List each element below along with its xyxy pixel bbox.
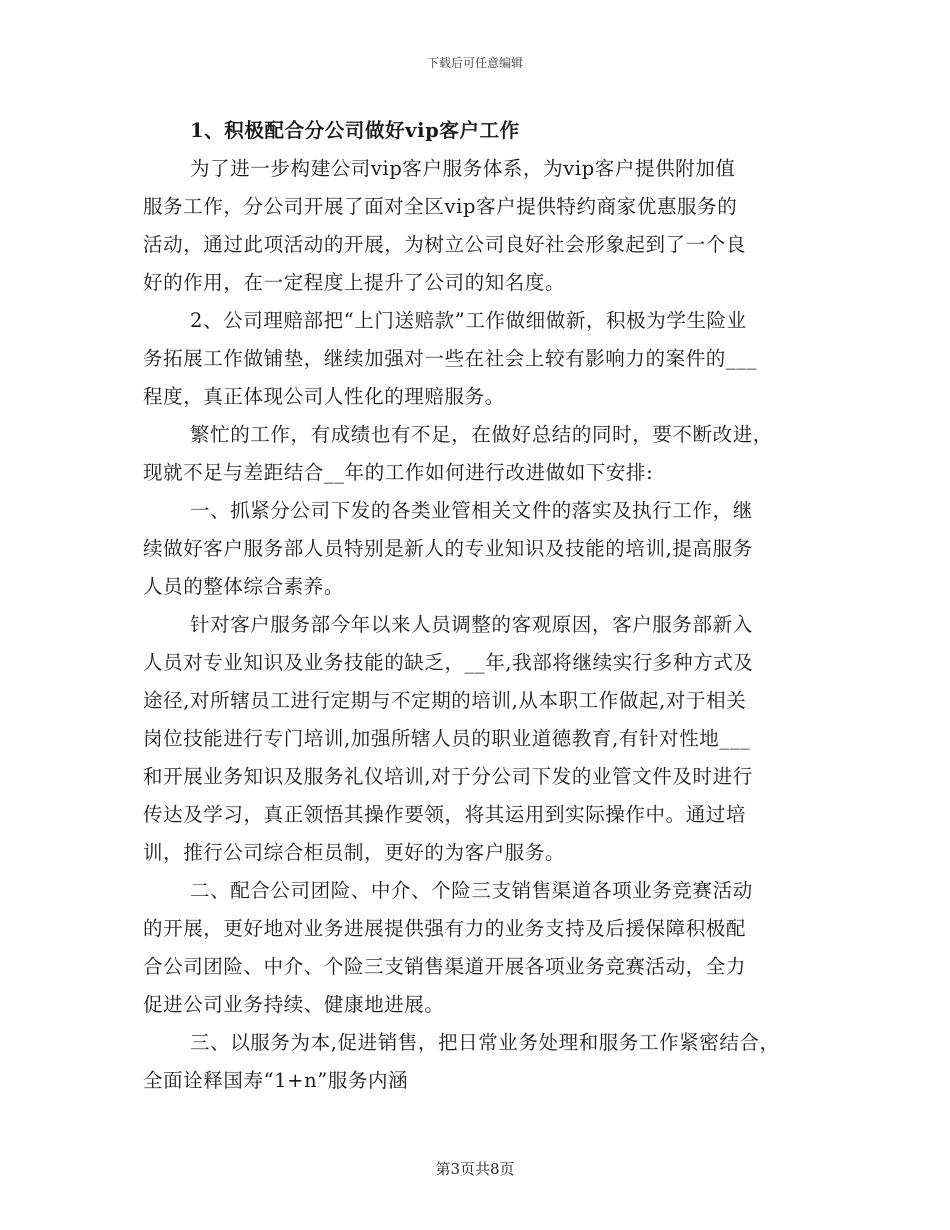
paragraph-line: 繁忙的工作，有成绩也有不足，在做好总结的同时，要不断改进， <box>190 423 773 446</box>
paragraph-line: 人员的整体综合素养。 <box>143 575 345 598</box>
paragraph-line: 促进公司业务持续、健康地进展。 <box>143 993 445 1016</box>
paragraph-4 <box>143 492 813 606</box>
paragraph-line: 途径,对所辖员工进行定期与不定期的培训,从本职工作做起,对于相关 <box>143 689 747 712</box>
page-number-footer: 第3页共8页 <box>435 1160 515 1178</box>
paragraph-line: 为了进一步构建公司vip客户服务体系，为vip客户提供附加值 <box>190 157 736 180</box>
paragraph-line: 一、抓紧分公司下发的各类业管相关文件的落实及执行工作，继 <box>190 499 753 522</box>
paragraph-line: 现就不足与差距结合__年的工作如何进行改进做如下安排: <box>143 461 654 484</box>
paragraph-line: 岗位技能进行专门培训,加强所辖人员的职业道德教育,有针对性地___ <box>143 727 751 750</box>
paragraph-line: 务拓展工作做铺垫，继续加强对一些在社会上较有影响力的案件的___ <box>143 347 757 370</box>
paragraph-line: 训，推行公司综合柜员制，更好的为客户服务。 <box>143 841 566 864</box>
paragraph-line: 好的作用，在一定程度上提升了公司的知名度。 <box>143 271 566 294</box>
paragraph-1 <box>143 150 813 302</box>
paragraph-line: 针对客户服务部今年以来人员调整的客观原因，客户服务部新入 <box>190 613 753 636</box>
paragraph-line: 全面诠释国寿“1+n”服务内涵 <box>143 1069 409 1092</box>
paragraph-line: 和开展业务知识及服务礼仪培训,对于分公司下发的业管文件及时进行 <box>143 765 753 788</box>
paragraph-line: 2、公司理赔部把“上门送赔款”工作做细做新，积极为学生险业 <box>190 309 747 332</box>
paragraph-line: 三、以服务为本,促进销售，把日常业务处理和服务工作紧密结合， <box>190 1031 780 1054</box>
paragraph-line: 续做好客户服务部人员特别是新人的专业知识及技能的培训,提高服务 <box>143 537 753 560</box>
paragraph-5 <box>143 606 813 872</box>
paragraph-line: 传达及学习，真正领悟其操作要领，将其运用到实际操作中。通过培 <box>143 803 747 826</box>
paragraph-line: 活动，通过此项活动的开展，为树立公司良好社会形象起到了一个良 <box>143 233 747 256</box>
paragraph-line: 二、配合公司团险、中介、个险三支销售渠道各项业务竞赛活动 <box>190 879 753 902</box>
paragraph-6 <box>143 872 813 1024</box>
header-note: 下载后可任意编辑 <box>426 56 523 70</box>
paragraph-7 <box>143 1024 813 1100</box>
body-text <box>143 112 813 1100</box>
paragraph-line: 的开展，更好地对业务进展提供强有力的业务支持及后援保障积极配 <box>143 917 747 940</box>
paragraph-line: 人员对专业知识及业务技能的缺乏，__年,我部将继续实行多种方式及 <box>143 651 754 674</box>
paragraph-3 <box>143 416 813 492</box>
paragraph-line: 程度，真正体现公司人性化的理赔服务。 <box>143 385 505 408</box>
section-heading: 1、积极配合分公司做好vip客户工作 <box>190 119 520 142</box>
paragraph-2 <box>143 302 813 416</box>
paragraph-line: 合公司团险、中介、个险三支销售渠道开展各项业务竞赛活动，全力 <box>143 955 747 978</box>
paragraph-line: 服务工作，分公司开展了面对全区vip客户提供特约商家优惠服务的 <box>143 195 738 218</box>
